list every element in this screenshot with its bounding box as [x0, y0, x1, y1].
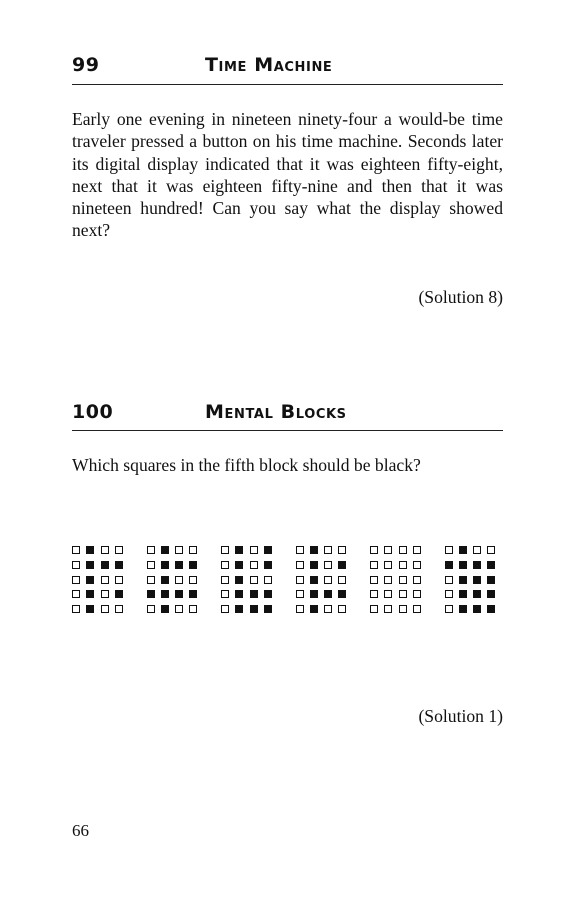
white-square	[445, 546, 453, 554]
white-square	[221, 605, 229, 613]
block-sequence	[72, 546, 504, 616]
black-square	[189, 561, 197, 569]
white-square	[221, 546, 229, 554]
black-square	[161, 546, 169, 554]
white-square	[384, 576, 392, 584]
black-square	[86, 576, 94, 584]
white-square	[370, 605, 378, 613]
white-square	[101, 590, 109, 598]
black-square	[459, 576, 467, 584]
white-square	[296, 590, 304, 598]
puzzle-99-solution: (Solution 8)	[418, 287, 503, 307]
white-square	[296, 546, 304, 554]
white-square	[72, 590, 80, 598]
black-square	[161, 605, 169, 613]
white-square	[473, 546, 481, 554]
black-square	[473, 561, 481, 569]
white-square	[413, 590, 421, 598]
white-square	[250, 576, 258, 584]
black-square	[161, 590, 169, 598]
black-square	[250, 605, 258, 613]
white-square	[324, 605, 332, 613]
black-square	[250, 590, 258, 598]
white-square	[413, 546, 421, 554]
puzzle-100-text: Which squares in the fifth block should be black?	[72, 455, 421, 475]
black-square	[86, 605, 94, 613]
white-square	[324, 576, 332, 584]
black-square	[310, 576, 318, 584]
white-square	[189, 605, 197, 613]
white-square	[250, 546, 258, 554]
white-square	[189, 576, 197, 584]
black-square	[175, 561, 183, 569]
white-square	[399, 576, 407, 584]
block-4	[296, 546, 354, 616]
white-square	[324, 546, 332, 554]
black-square	[86, 590, 94, 598]
puzzle-99-title: Time Machine	[205, 54, 333, 76]
white-square	[324, 561, 332, 569]
black-square	[189, 590, 197, 598]
white-square	[72, 576, 80, 584]
white-square	[221, 576, 229, 584]
white-square	[338, 605, 346, 613]
white-square	[221, 590, 229, 598]
white-square	[338, 576, 346, 584]
black-square	[459, 590, 467, 598]
white-square	[296, 576, 304, 584]
white-square	[445, 576, 453, 584]
white-square	[101, 605, 109, 613]
white-square	[338, 546, 346, 554]
black-square	[115, 590, 123, 598]
black-square	[310, 546, 318, 554]
black-square	[115, 561, 123, 569]
white-square	[72, 561, 80, 569]
black-square	[147, 590, 155, 598]
black-square	[86, 561, 94, 569]
block-2	[147, 546, 205, 616]
white-square	[101, 546, 109, 554]
white-square	[115, 546, 123, 554]
white-square	[384, 561, 392, 569]
puzzle-100-number: 100	[72, 401, 114, 423]
white-square	[189, 546, 197, 554]
black-square	[473, 590, 481, 598]
block-5	[370, 546, 428, 616]
white-square	[370, 590, 378, 598]
black-square	[264, 605, 272, 613]
black-square	[235, 546, 243, 554]
black-square	[235, 590, 243, 598]
black-square	[310, 590, 318, 598]
puzzle-100-title: Mental Blocks	[205, 401, 347, 423]
white-square	[370, 546, 378, 554]
white-square	[72, 605, 80, 613]
white-square	[487, 546, 495, 554]
black-square	[310, 605, 318, 613]
white-square	[250, 561, 258, 569]
black-square	[161, 561, 169, 569]
black-square	[459, 561, 467, 569]
block-3	[221, 546, 279, 616]
white-square	[413, 605, 421, 613]
black-square	[161, 576, 169, 584]
white-square	[413, 576, 421, 584]
block-6	[445, 546, 503, 616]
white-square	[147, 561, 155, 569]
white-square	[296, 605, 304, 613]
black-square	[235, 605, 243, 613]
black-square	[459, 605, 467, 613]
white-square	[147, 576, 155, 584]
white-square	[115, 576, 123, 584]
black-square	[338, 561, 346, 569]
black-square	[310, 561, 318, 569]
black-square	[264, 546, 272, 554]
black-square	[235, 576, 243, 584]
white-square	[445, 590, 453, 598]
puzzle-99-text: Early one evening in nineteen ninety-four a would-be time traveler pressed a button on his time machine. Seconds later its digital display indicated that it was eighteen fifty-eight, next that it was eighteen fifty-nine and then that it was nineteen hundred! Can you say what the display showed next?	[72, 109, 503, 241]
black-square	[487, 561, 495, 569]
black-square	[487, 576, 495, 584]
black-square	[86, 546, 94, 554]
black-square	[445, 561, 453, 569]
black-square	[264, 561, 272, 569]
black-square	[459, 546, 467, 554]
black-square	[175, 590, 183, 598]
white-square	[384, 546, 392, 554]
white-square	[445, 605, 453, 613]
white-square	[413, 561, 421, 569]
puzzle-99-number: 99	[72, 54, 100, 76]
white-square	[370, 561, 378, 569]
puzzle-100-rule	[72, 430, 503, 431]
black-square	[338, 590, 346, 598]
white-square	[384, 590, 392, 598]
white-square	[399, 561, 407, 569]
white-square	[264, 576, 272, 584]
black-square	[264, 590, 272, 598]
black-square	[473, 576, 481, 584]
white-square	[175, 546, 183, 554]
black-square	[473, 605, 481, 613]
white-square	[175, 576, 183, 584]
white-square	[72, 546, 80, 554]
block-1	[72, 546, 130, 616]
white-square	[384, 605, 392, 613]
black-square	[101, 561, 109, 569]
puzzle-99-rule	[72, 84, 503, 85]
black-square	[235, 561, 243, 569]
white-square	[147, 546, 155, 554]
white-square	[101, 576, 109, 584]
puzzle-100-solution: (Solution 1)	[418, 706, 503, 726]
white-square	[370, 576, 378, 584]
black-square	[324, 590, 332, 598]
white-square	[175, 605, 183, 613]
black-square	[487, 590, 495, 598]
white-square	[147, 605, 155, 613]
page-number: 66	[72, 821, 89, 840]
white-square	[115, 605, 123, 613]
black-square	[487, 605, 495, 613]
white-square	[399, 605, 407, 613]
white-square	[399, 546, 407, 554]
white-square	[296, 561, 304, 569]
white-square	[399, 590, 407, 598]
white-square	[221, 561, 229, 569]
